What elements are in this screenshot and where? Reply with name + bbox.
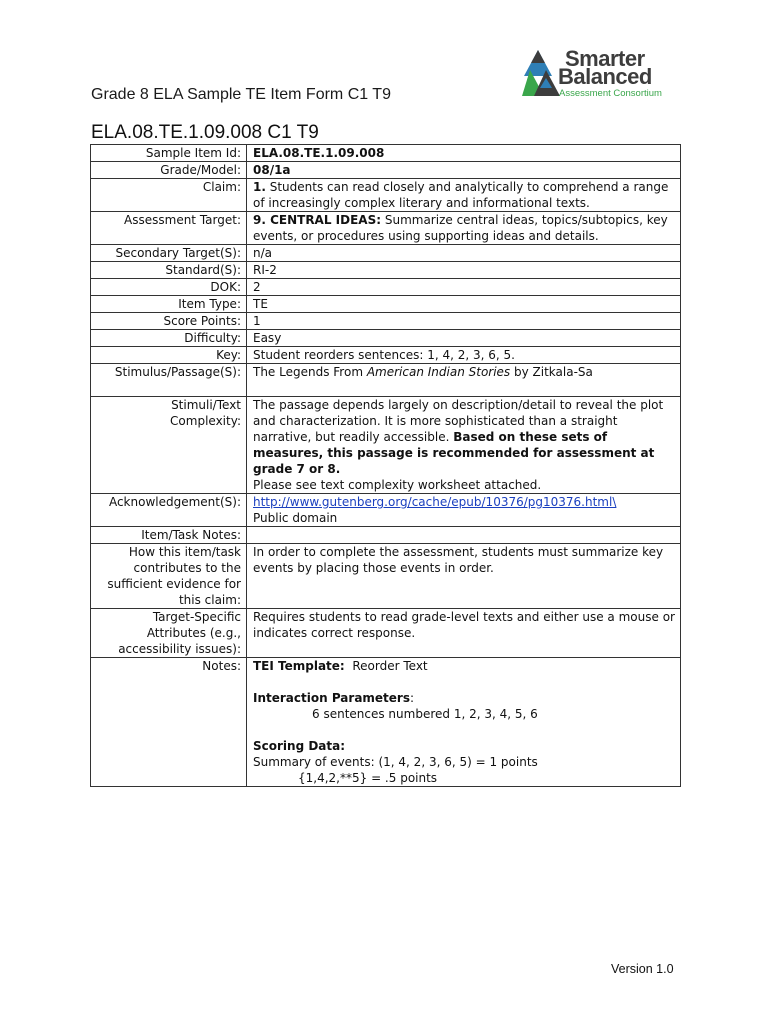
complexity-value (247, 397, 681, 494)
table-row (91, 544, 681, 609)
table-row (91, 347, 681, 364)
table-row (91, 296, 681, 313)
task-notes-label: Item/Task Notes: (91, 527, 247, 544)
dok-value: 2 (247, 279, 681, 296)
table-row (91, 245, 681, 262)
table-row (91, 364, 681, 397)
secondary-target-value: n/a (247, 245, 681, 262)
complexity-label-line1: Stimuli/Text (171, 398, 241, 412)
score-points-value: 1 (247, 313, 681, 330)
difficulty-value: Easy (247, 330, 681, 347)
how-label: How this item/task contributes to the sufficient evidence for this claim: (91, 544, 247, 609)
table-row (91, 658, 681, 787)
target-specific-label: Target-Specific Attributes (e.g., accessibility issues): (91, 609, 247, 658)
table-row (91, 162, 681, 179)
interaction-parameters-label: Interaction Parameters (253, 691, 410, 705)
table-row (91, 313, 681, 330)
complexity-text: The passage depends largely on description/detail to reveal the plot and characterization. It is more sophisticated than a straight narrative, but readily accessible. (253, 398, 664, 444)
table-row (91, 179, 681, 212)
standard-label: Standard(S): (91, 262, 247, 279)
assessment-target-value (247, 212, 681, 245)
scoring-data-label: Scoring Data: (253, 739, 346, 753)
complexity-label (91, 397, 247, 494)
header-title: Grade 8 ELA Sample TE Item Form C1 T9 (91, 86, 391, 103)
logo-text-smarter: Smarter (565, 46, 645, 71)
table-row (91, 609, 681, 658)
grade-model-value: 08/1a (247, 162, 681, 179)
item-id-value: ELA.08.TE.1.09.008 (247, 145, 681, 162)
item-type-label: Item Type: (91, 296, 247, 313)
claim-value (247, 179, 681, 212)
how-value: In order to complete the assessment, students must summarize key events by placing those events in order. (247, 544, 681, 609)
table-row (91, 494, 681, 527)
complexity-label-line2: Complexity: (170, 414, 241, 428)
table-row (91, 262, 681, 279)
stimulus-label: Stimulus/Passage(S): (91, 364, 247, 397)
item-id-label: Sample Item Id: (91, 145, 247, 162)
assessment-target-heading: 9. CENTRAL IDEAS: (253, 213, 382, 227)
scoring-line-2: {1,4,2,**5} = .5 points (298, 771, 438, 785)
tei-template-label: TEI Template: (253, 659, 345, 673)
claim-label: Claim: (91, 179, 247, 212)
table-row (91, 145, 681, 162)
logo-text-balanced: Balanced (558, 64, 652, 89)
notes-value (247, 658, 681, 787)
table-row (91, 397, 681, 494)
key-label: Key: (91, 347, 247, 364)
gutenberg-link[interactable]: http://www.gutenberg.org/cache/epub/10376/pg10376.html\ (253, 495, 617, 509)
complexity-recommendation: Based on these sets of measures, this passage is recommended for assessment at grade 7 or 8. (253, 430, 655, 476)
item-type-value: TE (247, 296, 681, 313)
interaction-parameters-colon: : (410, 691, 415, 705)
stimulus-text-pre: The Legends From (253, 365, 367, 379)
assessment-target-label: Assessment Target: (91, 212, 247, 245)
logo-text-consortium: Assessment Consortium (559, 88, 662, 99)
interaction-parameters-value: 6 sentences numbered 1, 2, 3, 4, 5, 6 (312, 707, 538, 721)
item-form-table (90, 144, 681, 787)
tei-template-value: Reorder Text (352, 659, 428, 673)
key-value: Student reorders sentences: 1, 4, 2, 3, 6, 5. (247, 347, 681, 364)
standard-value: RI-2 (247, 262, 681, 279)
scoring-line-1: Summary of events: (1, 4, 2, 3, 6, 5) = 1 points (253, 755, 538, 769)
document-title: ELA.08.TE.1.09.008 C1 T9 (91, 122, 319, 143)
table-row (91, 212, 681, 245)
grade-model-label: Grade/Model: (91, 162, 247, 179)
score-points-label: Score Points: (91, 313, 247, 330)
dok-label: DOK: (91, 279, 247, 296)
stimulus-book-title: American Indian Stories (366, 365, 511, 379)
table-row (91, 279, 681, 296)
difficulty-label: Difficulty: (91, 330, 247, 347)
target-specific-value: Requires students to read grade-level texts and either use a mouse or indicates correct response. (247, 609, 681, 658)
task-notes-value (247, 527, 681, 544)
claim-number: 1. (253, 180, 266, 194)
version-label: Version 1.0 (611, 962, 674, 976)
claim-text: Students can read closely and analytically to comprehend a range of increasingly complex literary and informational texts. (253, 180, 669, 210)
acknowledgement-value (247, 494, 681, 527)
notes-label: Notes: (91, 658, 247, 787)
table-row (91, 330, 681, 347)
stimulus-value (247, 364, 681, 397)
acknowledgement-text: Public domain (253, 511, 338, 525)
assessment-target-text: Summarize central ideas, topics/subtopics, key events, or procedures using supporting ideas and details. (253, 213, 668, 243)
acknowledgement-label: Acknowledgement(S): (91, 494, 247, 527)
smarter-balanced-logo (522, 48, 682, 102)
secondary-target-label: Secondary Target(S): (91, 245, 247, 262)
stimulus-text-post: by Zitkala-Sa (510, 365, 593, 379)
complexity-worksheet-note: Please see text complexity worksheet attached. (253, 478, 542, 492)
table-row (91, 527, 681, 544)
